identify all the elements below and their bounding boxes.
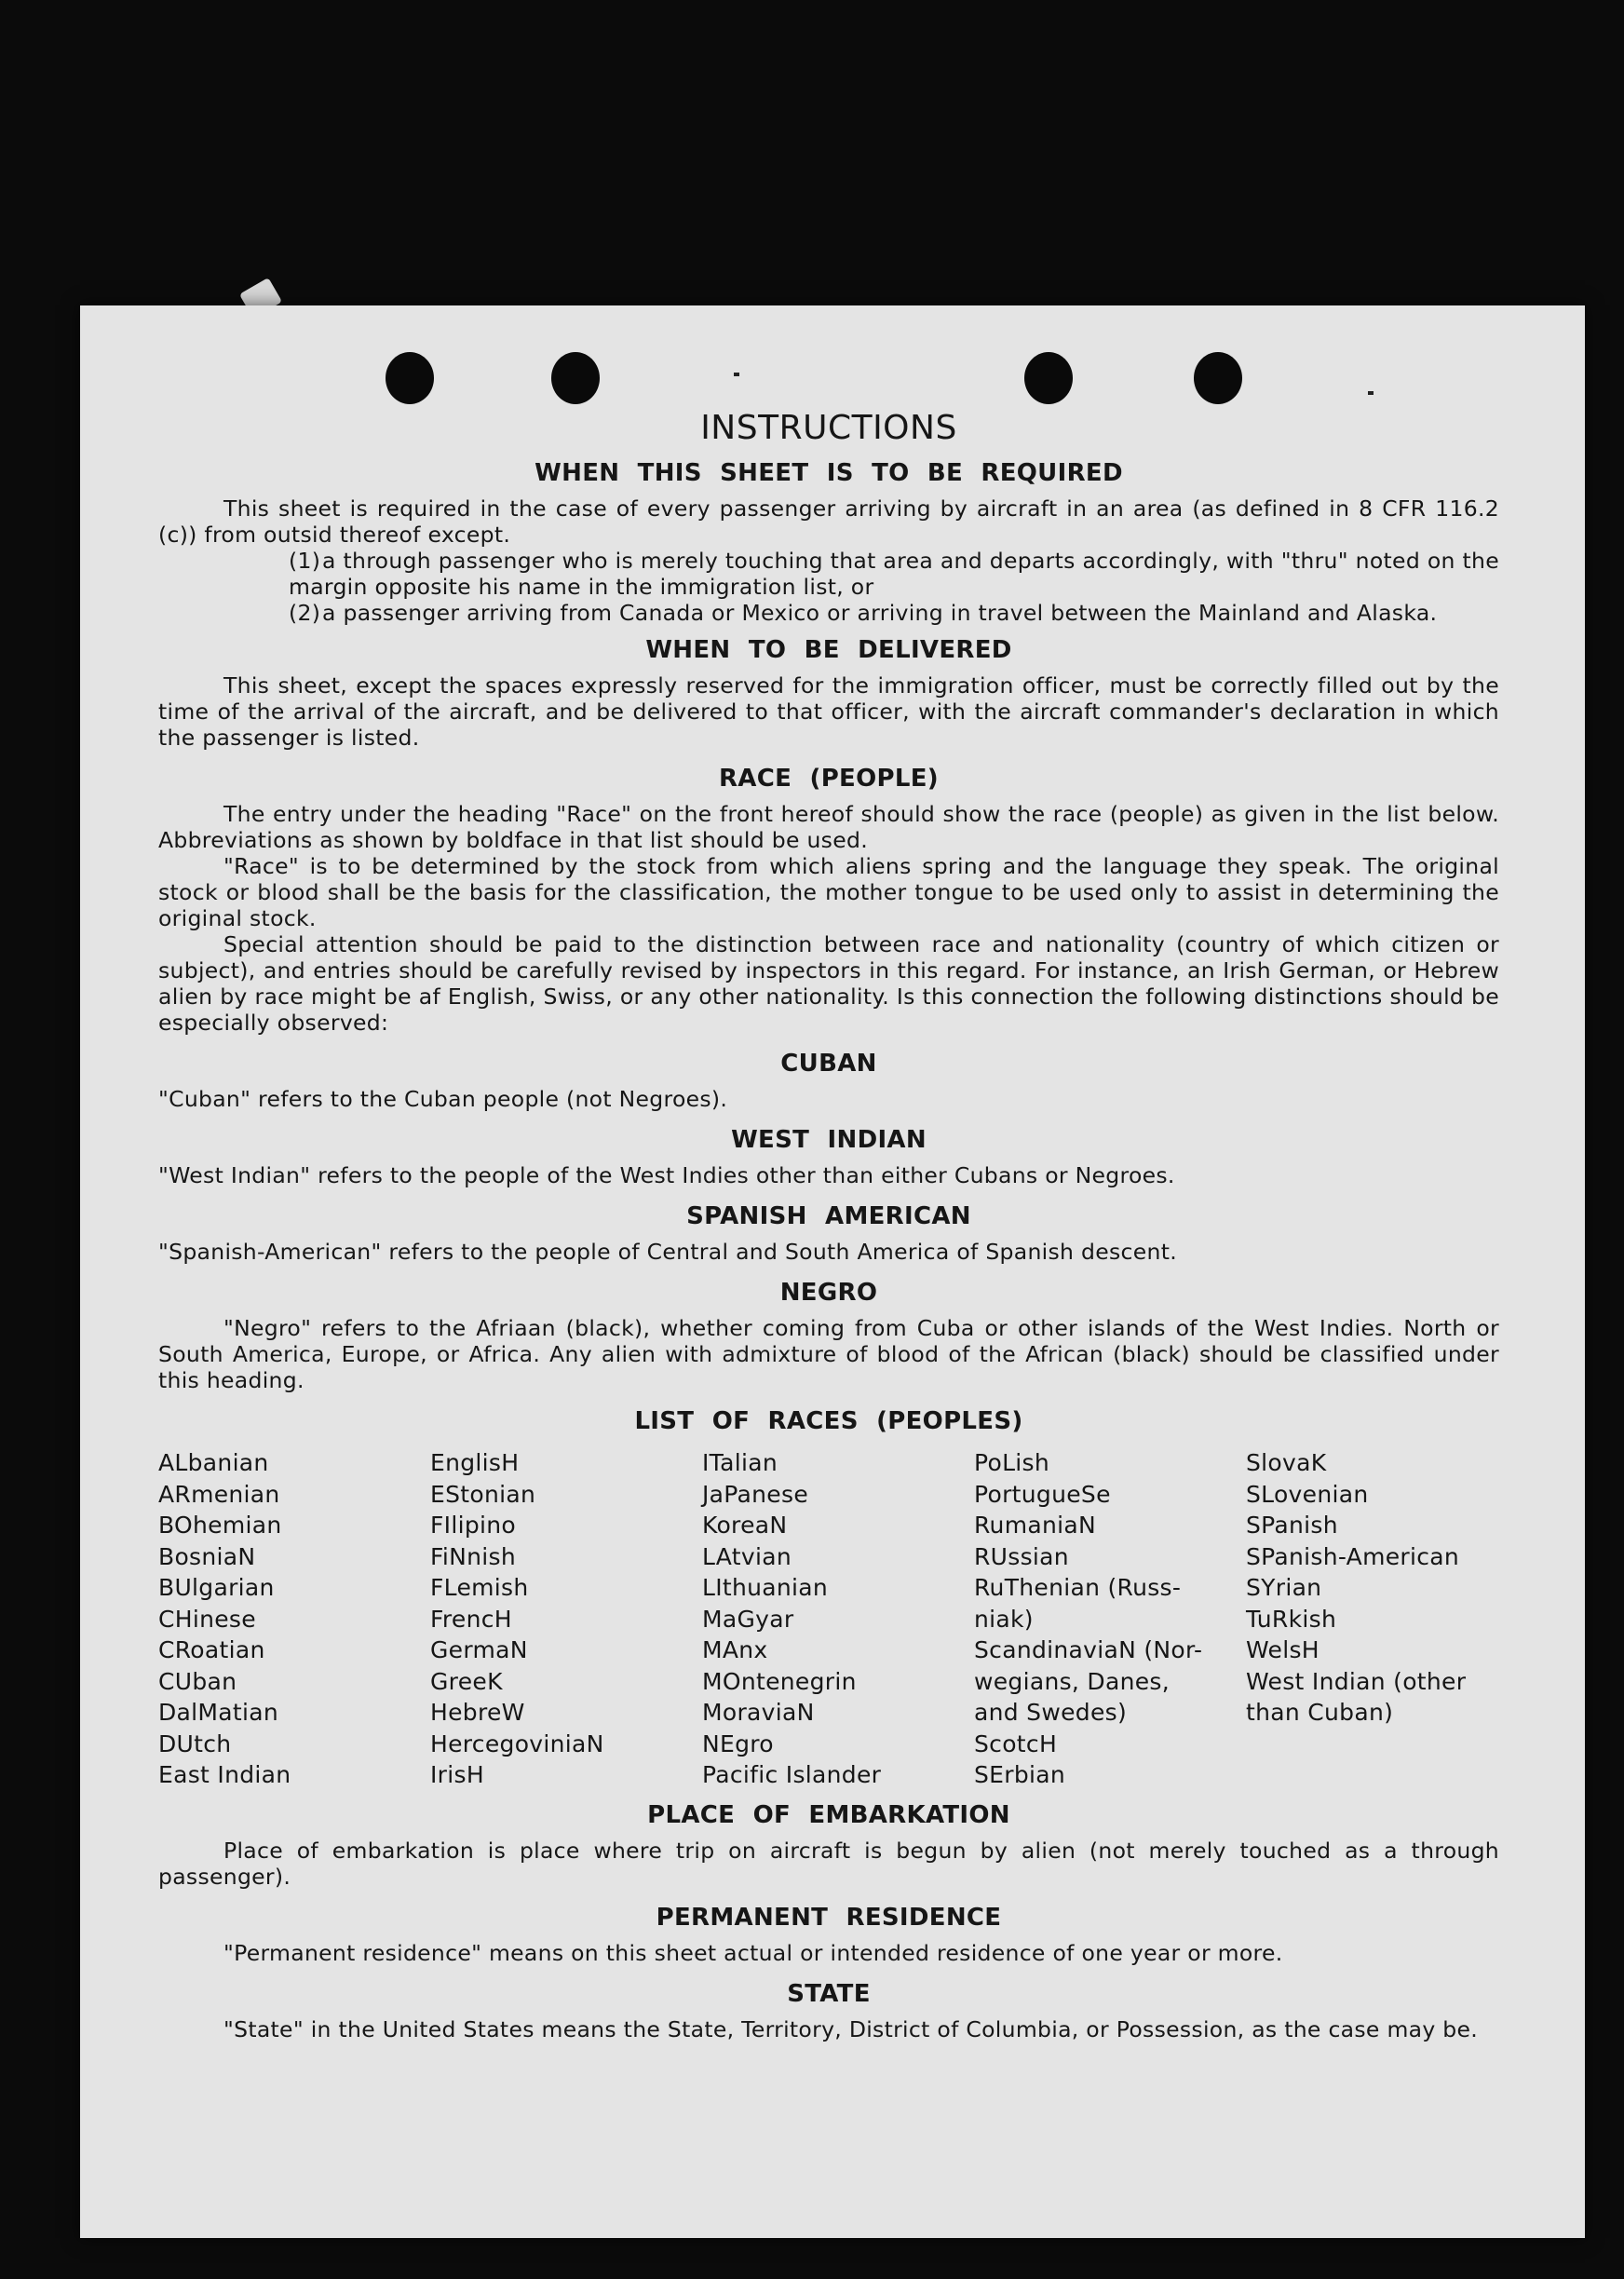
race-entry: NEgro: [702, 1730, 774, 1757]
race-entry: DalMatian: [158, 1699, 279, 1726]
race-entry: ScandinaviaN (Nor- wegians, Danes, and Swedes): [974, 1636, 1203, 1726]
instructions-content: [158, 399, 1499, 2042]
embarkation-text: Place of embarkation is place where trip on aircraft is begun by alien (not merely touched as a through passenger).: [158, 1837, 1499, 1890]
races-column: [974, 1447, 1246, 1791]
race-entry: SPanish: [1246, 1512, 1338, 1539]
race-entry: KoreaN: [702, 1512, 788, 1539]
race-entry: MAnx: [702, 1636, 768, 1663]
race-entry: SlovaK: [1246, 1449, 1327, 1476]
negro-text: "Negro" refers to the Afriaan (black), whether coming from Cuba or other islands of the West Indies. North or South America, Europe, or Africa. Any alien with admixture of blood of the African (black) should be classified under this heading.: [158, 1315, 1499, 1393]
race-entry: Pacific Islander: [702, 1761, 882, 1788]
heading-negro: NEGRO: [779, 1279, 878, 1307]
heading-embarkation: PLACE OF EMBARKATION: [647, 1800, 1010, 1829]
heading-cuban: CUBAN: [780, 1050, 877, 1078]
heading-west-indian: WEST INDIAN: [731, 1126, 927, 1154]
race-entry: ARmenian: [158, 1480, 280, 1508]
heading-spanish-american: SPANISH AMERICAN: [686, 1202, 971, 1230]
race-entry: CRoatian: [158, 1636, 265, 1663]
races-column: [1246, 1447, 1518, 1791]
race-entry: SYrian: [1246, 1574, 1322, 1601]
race-entry: MaGyar: [702, 1605, 794, 1633]
exception-item-1: [289, 548, 1499, 600]
race-entry: GermaN: [430, 1636, 528, 1663]
race-entry: BUlgarian: [158, 1574, 275, 1601]
race-paragraph: The entry under the heading "Race" on the front hereof should show the race (people) as given in the list below. Abbreviations as shown by boldface in that list should be used.: [158, 801, 1499, 853]
races-column: [430, 1447, 702, 1791]
race-entry: WelsH: [1246, 1636, 1320, 1663]
cuban-text: "Cuban" refers to the Cuban people (not Negroes).: [158, 1086, 728, 1112]
race-entry: GreeK: [430, 1667, 503, 1695]
race-entry: ScotcH: [974, 1730, 1058, 1757]
race-entry: EnglisH: [430, 1449, 520, 1476]
race-entry: SLovenian: [1246, 1480, 1369, 1508]
race-entry: HercegoviniaN: [430, 1730, 604, 1757]
race-entry: West Indian (other than Cuban): [1246, 1667, 1467, 1726]
race-entry: HebreW: [430, 1699, 525, 1726]
race-entry: SPanish-American: [1246, 1542, 1460, 1570]
punch-hole: [1194, 352, 1242, 404]
race-entry: FrencH: [430, 1605, 512, 1633]
item-number: (1): [289, 548, 321, 574]
race-entry: East Indian: [158, 1761, 291, 1788]
race-entry: MOntenegrin: [702, 1667, 857, 1695]
race-entry: BOhemian: [158, 1512, 282, 1539]
item-text: a through passenger who is merely touching that area and departs accordingly, with "thru" noted on the margin opposite his name in the immigration list, or: [289, 548, 1499, 600]
punch-hole: [1024, 352, 1073, 404]
residence-text: "Permanent residence" means on this sheet actual or intended residence of one year or more.: [223, 1939, 1283, 1966]
races-column: [702, 1447, 974, 1791]
heading-state: STATE: [787, 1979, 871, 2008]
heading-list-of-races: LIST OF RACES (PEOPLES): [634, 1407, 1023, 1435]
dust-mark: [734, 373, 739, 376]
dust-mark: [1368, 391, 1374, 395]
race-entry: RuThenian (Russ- niak): [974, 1574, 1182, 1633]
heading-permanent-residence: PERMANENT RESIDENCE: [656, 1903, 1002, 1932]
races-list: [158, 1447, 1499, 1791]
race-entry: RUssian: [974, 1542, 1069, 1570]
race-entry: FLemish: [430, 1574, 529, 1601]
spanish-american-text: "Spanish-American" refers to the people of Central and South America of Spanish descent.: [158, 1239, 1177, 1265]
delivered-text: This sheet, except the spaces expressly reserved for the immigration officer, must be correctly filled out by the time of the arrival of the aircraft, and be delivered to that officer, with the aircraft commander's declaration in which the passenger is listed.: [158, 672, 1499, 751]
race-entry: ITalian: [702, 1449, 778, 1476]
item-number: (2): [289, 600, 321, 626]
race-entry: BosniaN: [158, 1542, 256, 1570]
heading-delivered: WHEN TO BE DELIVERED: [645, 636, 1012, 664]
state-text: "State" in the United States means the State, Territory, District of Columbia, or Possession, as the case may be.: [223, 2015, 1479, 2042]
race-entry: LIthuanian: [702, 1574, 829, 1601]
required-intro: This sheet is required in the case of every passenger arriving by aircraft in an area (as defined in 8 CFR 116.2 (c)) from outsid thereof except.: [158, 495, 1499, 548]
document-sheet: [80, 305, 1585, 2238]
punch-hole: [551, 352, 600, 404]
race-entry: IrisH: [430, 1761, 484, 1788]
races-column: [158, 1447, 430, 1791]
race-entry: CUban: [158, 1667, 237, 1695]
exception-item-2: [289, 600, 1499, 626]
race-entry: PoLish: [974, 1449, 1050, 1476]
race-entry: RumaniaN: [974, 1512, 1096, 1539]
heading-required: WHEN THIS SHEET IS TO BE REQUIRED: [535, 459, 1123, 487]
race-entry: ALbanian: [158, 1449, 269, 1476]
race-entry: JaPanese: [702, 1480, 808, 1508]
race-paragraph: Special attention should be paid to the distinction between race and nationality (country of which citizen or subject), and entries should be carefully revised by inspectors in this regard. For instance, an Irish German, or Hebrew alien by race might be af English, Swiss, or any other nationality. Is this connection the following distinctions should be especially observed:: [158, 931, 1499, 1036]
race-paragraph: "Race" is to be determined by the stock from which aliens spring and the language they speak. The original stock or blood shall be the basis for the classification, the mother tongue to be used only to assist in determining the original stock.: [158, 853, 1499, 931]
punch-hole: [386, 352, 434, 404]
heading-race: RACE (PEOPLE): [718, 765, 939, 793]
race-entry: MoraviaN: [702, 1699, 815, 1726]
race-entry: FiNnish: [430, 1542, 516, 1570]
race-entry: TuRkish: [1246, 1605, 1337, 1633]
race-entry: FIlipino: [430, 1512, 516, 1539]
race-entry: SErbian: [974, 1761, 1066, 1788]
race-entry: CHinese: [158, 1605, 256, 1633]
item-text: a passenger arriving from Canada or Mexico or arriving in travel between the Mainland and Alaska.: [322, 600, 1438, 626]
west-indian-text: "West Indian" refers to the people of the West Indies other than either Cubans or Negroes.: [158, 1162, 1175, 1188]
race-entry: LAtvian: [702, 1542, 792, 1570]
race-entry: EStonian: [430, 1480, 536, 1508]
race-entry: PortugueSe: [974, 1480, 1111, 1508]
race-entry: DUtch: [158, 1730, 232, 1757]
page-title: INSTRUCTIONS: [700, 409, 957, 447]
